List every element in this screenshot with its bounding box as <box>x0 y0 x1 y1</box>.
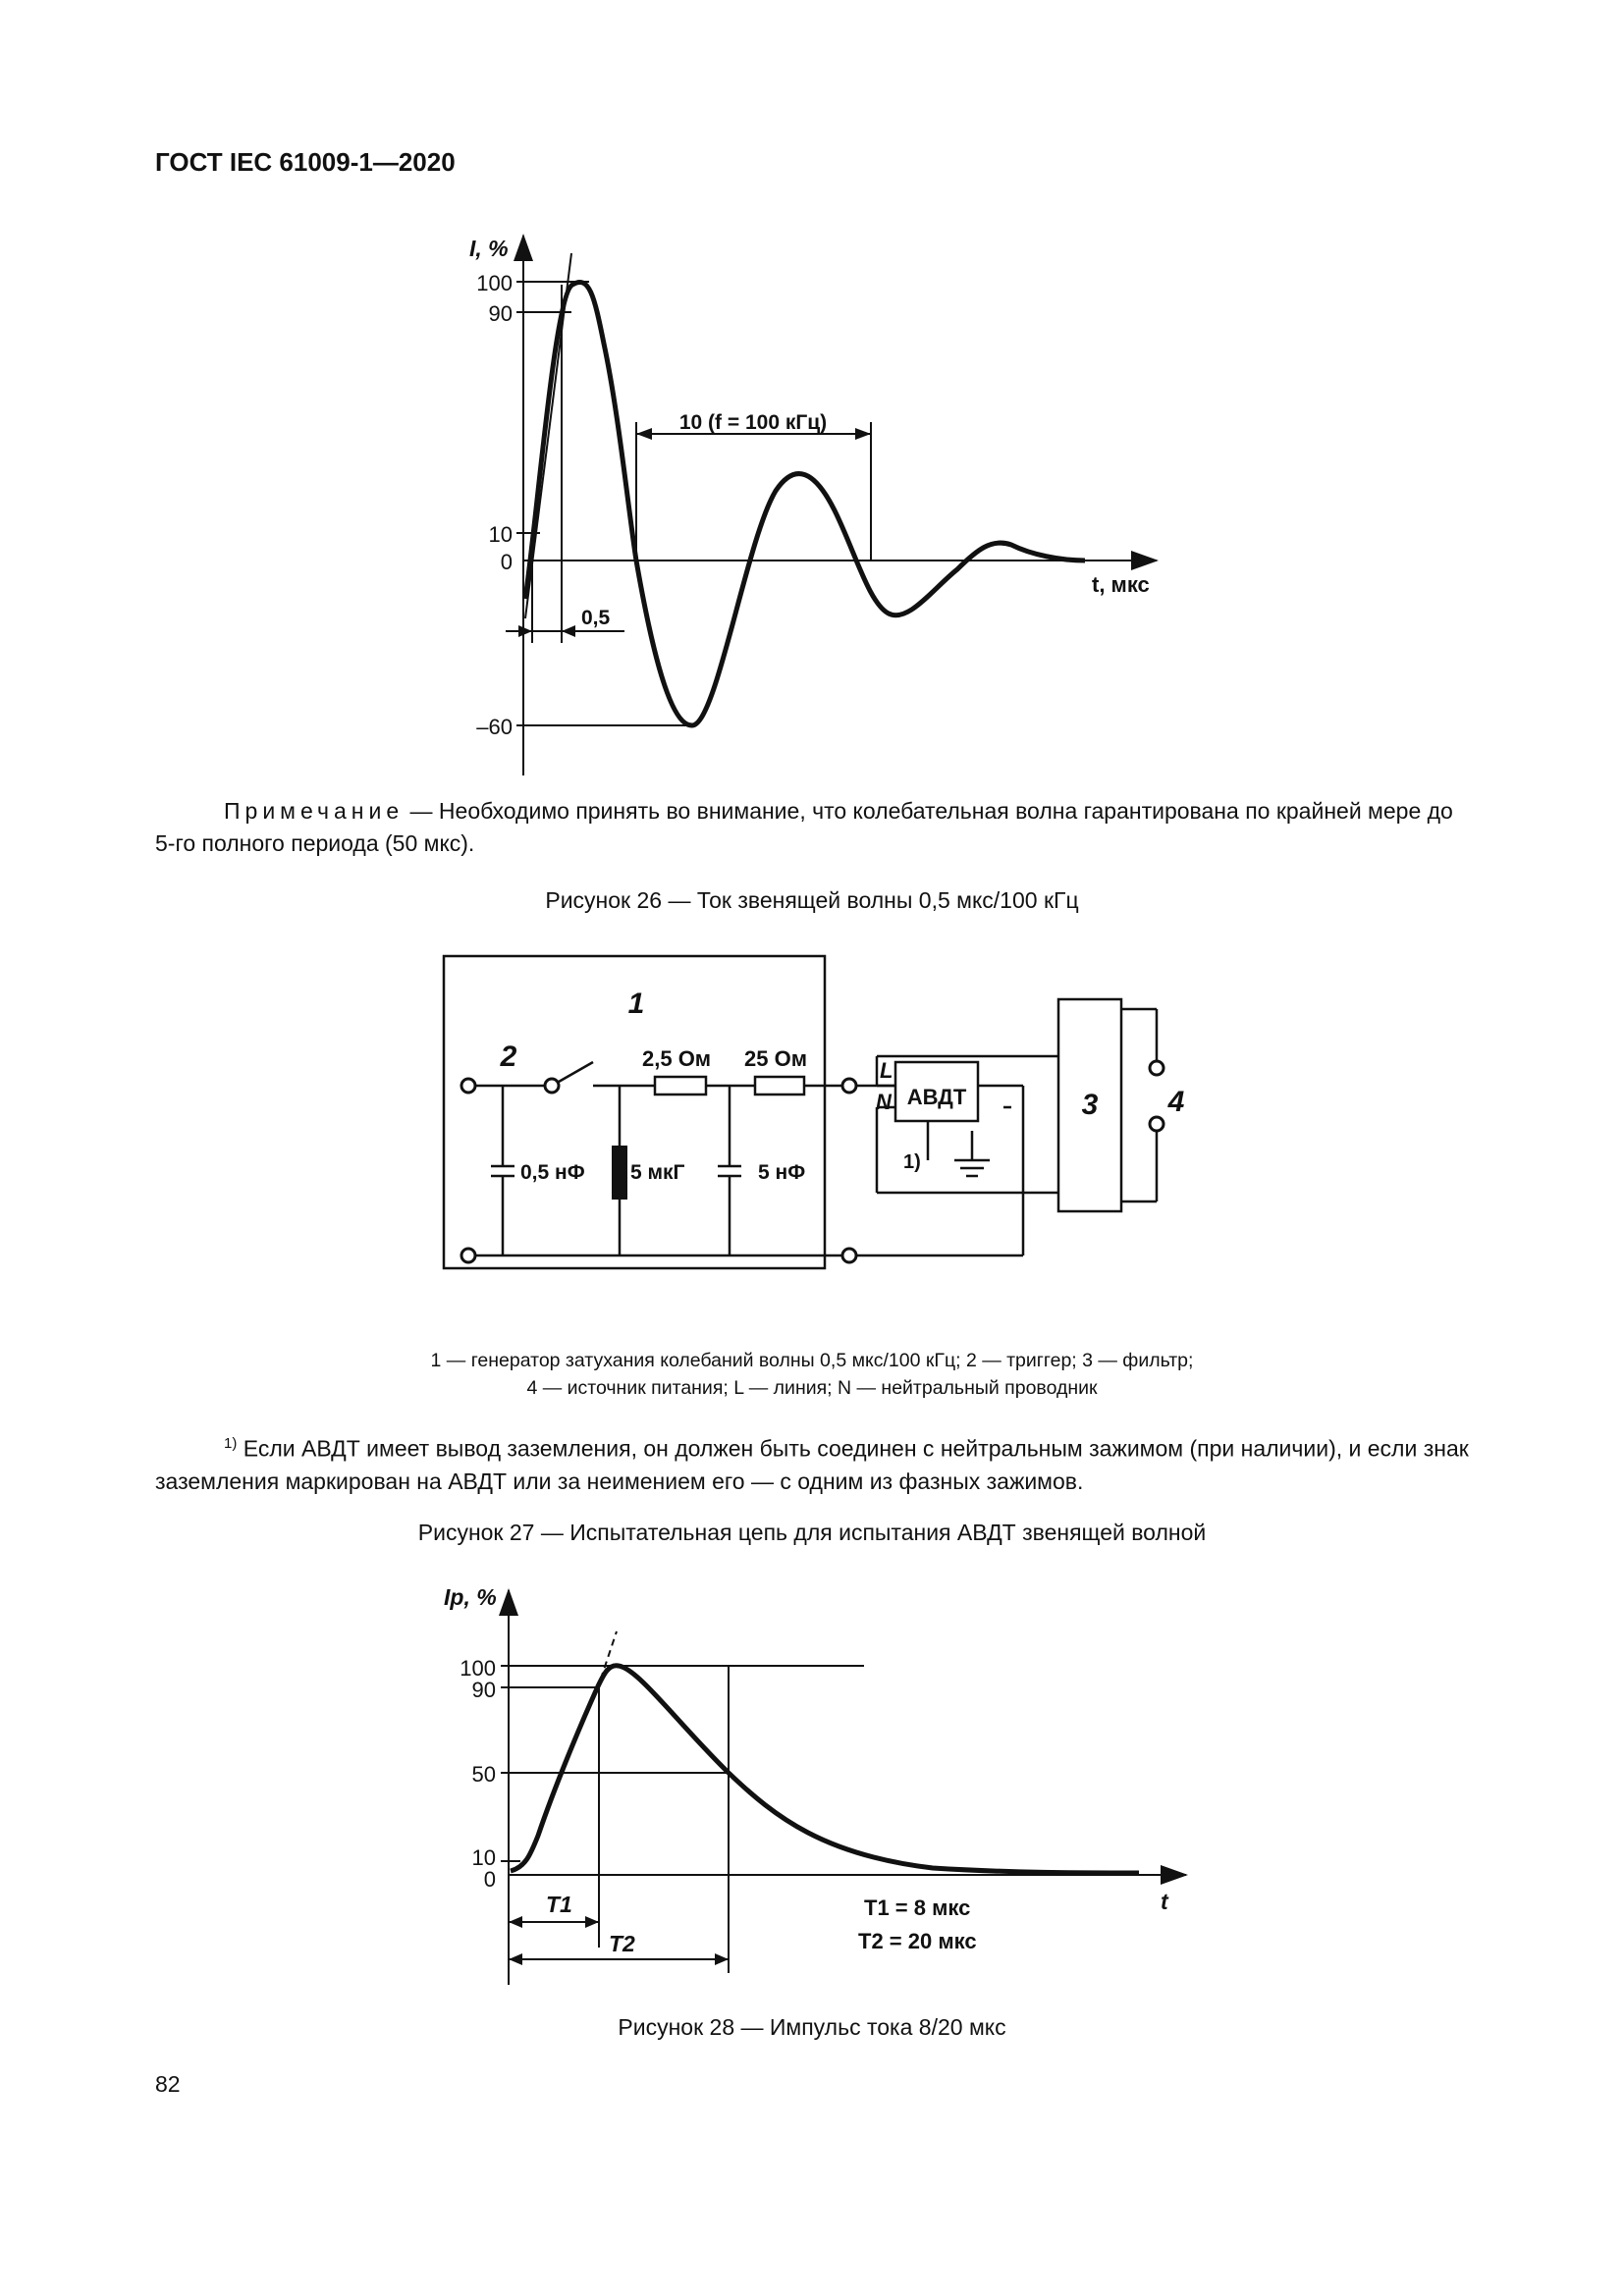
label-2: 2 <box>500 1041 517 1073</box>
terminal-bottom-right <box>842 1249 856 1262</box>
resistor-2-5-ohm <box>655 1077 706 1095</box>
footnote-marker: 1) <box>903 1151 921 1173</box>
label-3: 3 <box>1081 1089 1099 1121</box>
figure-27-legend <box>0 1347 1624 1402</box>
c1-label: 0,5 нФ <box>520 1161 585 1184</box>
resistor-25-ohm <box>755 1077 804 1095</box>
impulse-curve <box>511 1666 1139 1873</box>
figure-26-caption: Рисунок 26 — Ток звенящей волны 0,5 мкс/100 кГц <box>545 887 1079 913</box>
legend-line-2: 4 — источник питания; L — линия; N — нейтральный проводник <box>526 1377 1098 1399</box>
line-N-label: N <box>876 1090 892 1114</box>
y-tick-100: 100 <box>460 1656 496 1681</box>
line-L-label: L <box>880 1058 893 1083</box>
ringwave-curve <box>525 283 1085 726</box>
footnote-sup: 1) <box>224 1435 238 1452</box>
avdt-label: АВДТ <box>906 1085 967 1109</box>
figure-28-caption: Рисунок 28 — Импульс тока 8/20 мкс <box>618 2014 1006 2040</box>
y-tick-100: 100 <box>476 271 513 295</box>
note-text: — Необходимо принять во внимание, что колебательная волна гарантирована по крайней мере до 5-го полного периода (50 мкс). <box>155 798 1453 856</box>
inductor-5-uh <box>612 1146 627 1200</box>
t1-value: T1 = 8 мкс <box>864 1896 971 1920</box>
page-number: 82 <box>155 2071 181 2097</box>
r2-label: 25 Ом <box>744 1046 807 1071</box>
document-header: ГОСТ IEC 61009-1—2020 <box>155 147 456 177</box>
y-tick-90: 90 <box>471 1678 496 1702</box>
figure-27-footnote <box>155 1427 1471 1498</box>
x-axis-label: t <box>1161 1889 1168 1914</box>
y-axis-label: I, % <box>469 236 509 261</box>
y-axis-label: Iр, % <box>444 1584 497 1610</box>
y-tick-50: 50 <box>471 1762 496 1787</box>
terminal-top-left <box>461 1079 475 1093</box>
figure-26-note <box>155 795 1471 860</box>
figure-28-impulse-chart <box>0 1561 1624 1993</box>
power-terminal-top <box>1150 1061 1164 1075</box>
footnote-text: Если АВДТ имеет вывод заземления, он должен быть соединен с нейтральным зажимом (при наличии), и если знак заземления маркирован на АВДТ или за неимением его — с одним из фазных зажимов. <box>155 1435 1469 1494</box>
figure-26-ringwave-chart <box>0 0 1624 805</box>
y-tick-10: 10 <box>488 522 513 547</box>
figure-27-caption: Рисунок 27 — Испытательная цепь для испытания АВДТ звенящей волной <box>417 1520 1207 1545</box>
y-tick-10: 10 <box>471 1845 496 1870</box>
y-tick-minus60: –60 <box>476 715 513 739</box>
t2-value: T2 = 20 мкс <box>858 1929 977 1953</box>
l1-label: 5 мкГ <box>630 1161 685 1184</box>
y-tick-0: 0 <box>500 550 513 574</box>
label-4: 4 <box>1167 1086 1185 1118</box>
power-terminal-bottom <box>1150 1117 1164 1131</box>
switch-terminal <box>545 1079 559 1093</box>
legend-line-1: 1 — генератор затухания колебаний волны 0,5 мкс/100 кГц; 2 — триггер; 3 — фильтр; <box>430 1350 1194 1371</box>
note-label: Примечание <box>224 798 405 824</box>
terminal-top-right <box>842 1079 856 1093</box>
label-1: 1 <box>627 988 645 1020</box>
x-axis-label: t, мкс <box>1092 572 1150 597</box>
r1-label: 2,5 Ом <box>642 1046 712 1071</box>
period-label: 10 (f = 100 кГц) <box>678 411 828 434</box>
figure-27-circuit <box>0 942 1624 1315</box>
rise-label: 0,5 <box>581 607 611 629</box>
t2-label: T2 <box>609 1931 635 1956</box>
terminal-bottom-left <box>461 1249 475 1262</box>
y-tick-90: 90 <box>488 301 513 326</box>
y-tick-0: 0 <box>483 1867 496 1892</box>
c2-label: 5 нФ <box>758 1161 806 1184</box>
t1-label: T1 <box>546 1892 572 1917</box>
